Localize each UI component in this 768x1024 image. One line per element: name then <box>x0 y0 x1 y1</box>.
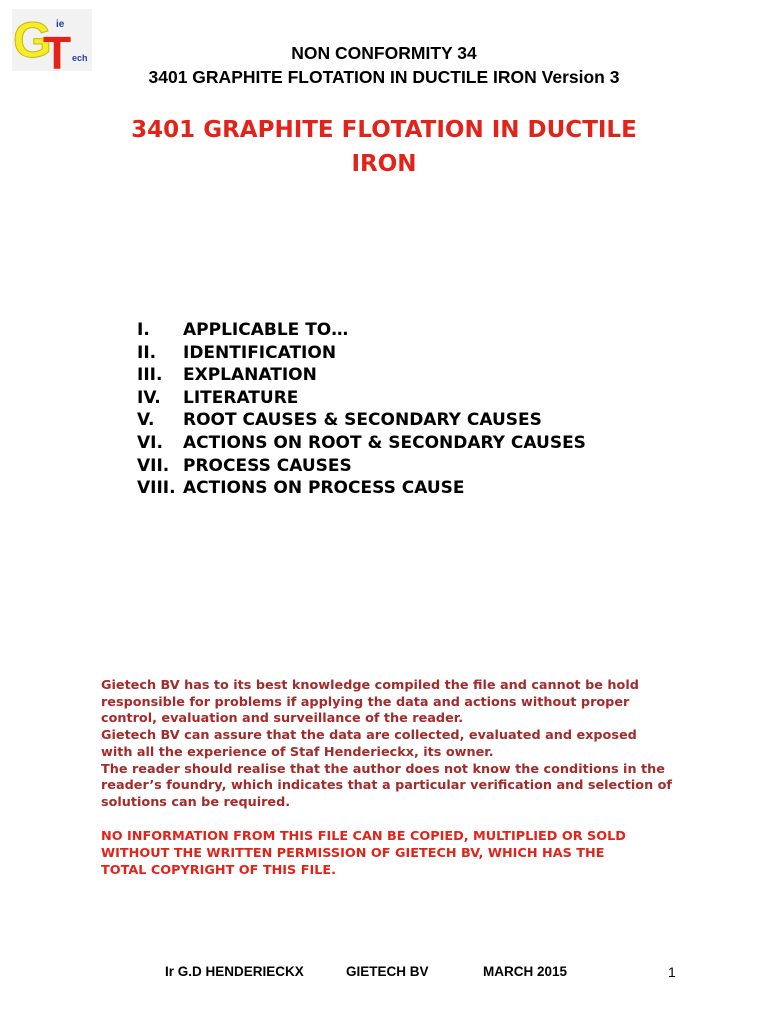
toc-item <box>137 342 586 365</box>
toc-label: ROOT CAUSES & SECONDARY CAUSES <box>183 410 542 431</box>
footer-company: GIETECH BV <box>346 964 429 979</box>
footer-author: Ir G.D HENDERIECKX <box>165 964 304 979</box>
disclaimer-line: responsible for problems if applying the data and actions without proper <box>101 694 630 710</box>
logo-text-ech: ech <box>72 53 88 63</box>
footer-date: MARCH 2015 <box>483 964 568 979</box>
toc-item <box>137 364 586 387</box>
toc-number: I. <box>137 320 150 340</box>
toc-number: III. <box>137 365 163 386</box>
toc-label: EXPLANATION <box>183 365 317 386</box>
logo-text-ie: ie <box>56 19 65 30</box>
copyright-notice <box>101 828 701 879</box>
disclaimer-line: with all the experience of Staf Henderieckx, its owner. <box>101 744 494 760</box>
toc-label: ACTIONS ON PROCESS CAUSE <box>183 478 465 499</box>
toc-item <box>137 432 586 455</box>
toc-item <box>137 455 586 478</box>
copyright-line: WITHOUT THE WRITTEN PERMISSION OF GIETECH BV, WHICH HAS THE <box>101 846 605 861</box>
disclaimer-line: The reader should realise that the author does not know the conditions in the <box>101 761 665 777</box>
toc-item <box>137 319 586 342</box>
document-header-subject: 3401 GRAPHITE FLOTATION IN DUCTILE IRON Version 3 <box>148 67 620 87</box>
toc-number: V. <box>137 410 155 431</box>
toc-label: APPLICABLE TO… <box>183 320 349 340</box>
toc-item <box>137 477 586 500</box>
disclaimer-line: solutions can be required. <box>101 794 291 810</box>
copyright-line: TOTAL COPYRIGHT OF THIS FILE. <box>101 863 336 878</box>
toc-number: VI. <box>137 432 163 453</box>
document-header-nonconformity: NON CONFORMITY 34 <box>291 43 477 63</box>
toc-item <box>137 409 586 432</box>
toc-label: PROCESS CAUSES <box>183 455 352 476</box>
toc-label: IDENTIFICATION <box>183 342 337 363</box>
page-number: 1 <box>668 964 676 980</box>
toc-item <box>137 387 586 410</box>
disclaimer-line: Gietech BV has to its best knowledge compiled the file and cannot be hold <box>101 678 639 693</box>
toc-label: ACTIONS ON ROOT & SECONDARY CAUSES <box>183 432 586 453</box>
toc-number: VIII. <box>137 478 176 499</box>
table-of-contents <box>137 319 586 500</box>
main-title-line2: IRON <box>351 151 417 177</box>
disclaimer <box>101 678 701 812</box>
toc-number: II. <box>137 342 157 363</box>
toc-label: LITERATURE <box>183 387 299 408</box>
copyright-line: NO INFORMATION FROM THIS FILE CAN BE COPIED, MULTIPLIED OR SOLD <box>101 829 626 844</box>
disclaimer-line: Gietech BV can assure that the data are collected, evaluated and exposed <box>101 728 637 744</box>
logo-letter-t: T <box>43 27 72 71</box>
main-title-line1: 3401 GRAPHITE FLOTATION IN DUCTILE <box>131 117 637 143</box>
toc-number: VII. <box>137 455 170 476</box>
disclaimer-line: reader’s foundry, which indicates that a particular verification and selection of <box>101 778 672 794</box>
logo-letter-g: G <box>13 12 52 68</box>
toc-number: IV. <box>137 387 161 408</box>
disclaimer-line: control, evaluation and surveillance of the reader. <box>101 711 464 727</box>
